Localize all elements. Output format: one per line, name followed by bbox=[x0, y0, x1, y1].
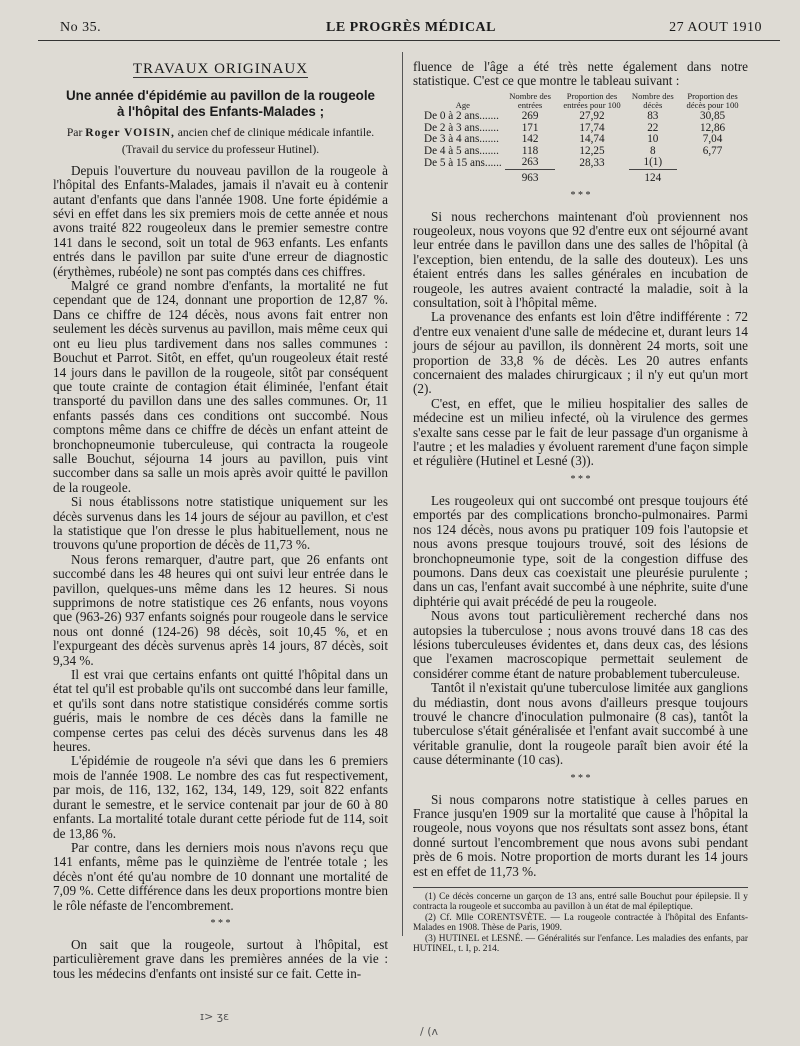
issue-number: No 35. bbox=[60, 20, 102, 35]
issue-date: 27 AOUT 1910 bbox=[669, 20, 762, 35]
table-cell: 10 bbox=[647, 133, 659, 146]
table-cell: 14,74 bbox=[579, 133, 605, 146]
paragraph: Si nous recherchons maintenant d'où proviennent nos rougeoleux, nous voyons que 92 d'entre eux ont séjourné avant leur entrée dans le pavillon dans une des salles de l'hôpital (à l'exception, bien entendu, de la salle des douteux). Les uns étaient entrés dans les salles générales en incubation de rougeole, les autres avaient contracté la maladie, soit à la consultation, soit à l'hôpital même. bbox=[413, 208, 748, 310]
paragraph: Malgré ce grand nombre d'enfants, la mortalité ne fut cependant que de 124, donnant une proportion de 12,87 %. Dans ce chiffre de 124 décès, nous avons fait entrer non seulement les décès survenus au pavillon, mais même ceux qui ont eu lieu plus tardivement dans nos salles communes : Bouchut et Parrot. Sitôt, en effet, qu'un rougeoleux était resté 14 jours dans le pavillon de la rougeole, sitôt par conséquent que toute crainte de contagion était éliminée, l'enfant était transporté du pavillon dans une des salles communes. Or, 11 enfants passés dans ces conditions ont succombé. Nous comptons même dans ce chiffre de décès un enfant atteint de bronchopneumonie tuberculeuse, qui contracta la rougeole salle Bouchut, séjourna 14 jours au pavillon, puis vint succomber dans sa salle un mois après avoir quitté le pavillon de la rougeole. bbox=[53, 278, 388, 495]
paragraph: Par contre, dans les derniers mois nous n'avons reçu que 141 enfants, même pas le quinzième de l'entrée totale ; les décès n'ont été qu'au nombre de 10 donnant une mortalité de 7,09 %. Cette différence dans les deux proportions montre bien le rôle néfaste de l'encombrement. bbox=[53, 839, 388, 913]
table-row bbox=[421, 157, 748, 169]
table-cell: 8 bbox=[650, 144, 656, 157]
table-cell: 12,86 bbox=[699, 121, 726, 134]
paragraph: On sait que la rougeole, surtout à l'hôpital, est particulièrement grave dans les premières années de la vie : tous les médecins d'enfants ont insisté sur ce fait. Cette in- bbox=[53, 936, 388, 981]
margin-scribble: / (ʌ bbox=[420, 1025, 439, 1038]
paragraph: Si nous comparons notre statistique à celles parues en France jusqu'en 1909 sur la mortalité que cause à l'hôpital la rougeole, nous voyons que nos résultats sont assez bons, étant donné surtout l'encombrement que nous avons subi pendant près de 6 mois. Notre proportion de morts durant les 14 jours est en effet de 11,73 %. bbox=[413, 791, 748, 879]
paragraph: fluence de l'âge a été très nette également dans notre statistique. C'est ce que montre le tableau suivant : bbox=[413, 59, 748, 89]
table-cell: De 2 à 3 ans....... bbox=[424, 121, 499, 134]
column-header: Proportion des décès pour 100 bbox=[686, 90, 739, 111]
table-cell: 263 bbox=[521, 156, 539, 169]
table-cell: 171 bbox=[521, 121, 539, 134]
article-title: Une année d'épidémie au pavillon de la rougeole à l'hôpital des Enfants-Malades ; bbox=[65, 88, 375, 120]
table-cell: 12,25 bbox=[579, 144, 605, 157]
paragraph: Nous avons tout particulièrement recherché dans nos autopsies la tuberculose ; nous avons trouvé dans 18 cas des lésions tuberculeuses évidentes et, dans deux cas, des lésions que l'examen macroscopique permettait seulement de considérer comme étant de nature probablement tuberculeuse. bbox=[413, 608, 748, 681]
table-cell: 142 bbox=[521, 133, 539, 146]
section-title: TRAVAUX ORIGINAUX bbox=[132, 61, 309, 77]
paragraph: Nous ferons remarquer, d'autre part, que 26 enfants ont succombé dans les 48 heures qui ont suivi leur entrée dans le pavillon, quelques-uns même dans les 12 heures. Si nous supprimons de notre statistique ces 26 enfants, nous voyons que (963-26) 937 enfants soignés pour rougeole dans le service nous ont donné (124-26) 98 décès, soit 10,45 %, et en l'expurgeant des décès survenus après 14 jours, 87 décès, soit 9,34 %. bbox=[53, 551, 388, 668]
table-cell: 22 bbox=[647, 121, 659, 134]
author-name: Roger VOISIN, bbox=[85, 126, 175, 140]
table-cell: De 5 à 15 ans...... bbox=[424, 156, 502, 169]
table-row bbox=[421, 146, 748, 158]
table-cell: 118 bbox=[521, 144, 539, 157]
header-rule bbox=[38, 40, 780, 41]
table-cell: 1(1) bbox=[643, 156, 663, 169]
section-stars: * * * bbox=[570, 772, 591, 784]
paragraph: Il est vrai que certains enfants ont quitté l'hôpital dans un état tel qu'il est probable qu'ils ont succombé dans leur famille, et qu'ils sont dans notre statistique considérés comme sortis guéris, mais le nombre de ces décès dans la famille ne compense certes pas celui des décès survenus dans les 48 heures. bbox=[53, 667, 388, 755]
column-header: Nombre des décès bbox=[631, 90, 674, 111]
age-table bbox=[421, 92, 748, 185]
table-cell: 27,92 bbox=[579, 110, 605, 122]
column-header: Nombre des entrées bbox=[509, 90, 551, 111]
table-cell: 7,04 bbox=[702, 133, 723, 146]
paragraph: Depuis l'ouverture du nouveau pavillon de la rougeole à l'hôpital des Enfants-Malades, jamais il n'avait eu à contenir autant d'enfants que dans l'année 1908. Une forte épidémie a sévi en effet dans les six premiers mois de cette année et nous avons traité 822 rougeoleux dans le premier semestre contre 141 dans le second, soit un total de 963 enfants. Les enfants entrés dans le pavillon par suite d'une erreur de diagnostic (érythèmes, rubéole) ne sont pas comptés dans ces chiffres. bbox=[53, 162, 388, 279]
table-cell: 17,74 bbox=[579, 121, 605, 134]
page-header bbox=[60, 18, 762, 40]
table-cell: 28,33 bbox=[579, 156, 605, 169]
table-row bbox=[421, 111, 748, 123]
section-stars: * * * bbox=[570, 473, 591, 485]
section-stars: * * * bbox=[570, 189, 591, 201]
journal-title: LE PROGRÈS MÉDICAL bbox=[325, 20, 497, 35]
table-cell: 6,77 bbox=[702, 144, 723, 157]
margin-scribble: ɪ> ʒɛ bbox=[200, 1010, 230, 1023]
column-header: Age bbox=[455, 100, 470, 111]
section-stars: * * * bbox=[210, 917, 231, 929]
total-deaths: 124 bbox=[629, 169, 678, 184]
column-divider bbox=[402, 52, 403, 936]
table-cell: 269 bbox=[521, 110, 539, 122]
paragraph: La provenance des enfants est loin d'être indifférente : 72 d'entre eux venaient d'une salle de médecine et, durant leurs 14 jours de séjour au pavillon, ils donnèrent 24 morts, soit une proportion de 33,8 % de décès. Les 20 autres enfants concernaient des malades chirurgicaux ; il n'y eut qu'un mort (2). bbox=[413, 309, 748, 397]
table-total-row bbox=[421, 169, 748, 184]
paragraph: Les rougeoleux qui ont succombé ont presque toujours été emportés par des complications broncho-pulmonaires. Parmi nos 124 décès, nous avons pu pratiquer 109 fois l'autopsie et nous avons presque toujours trouvé, soit des lésions de bronchopneumonie type, soit de la congestion diffuse des poumons. Dans deux cas coexistait une pleurésie purulente ; dans un cas, l'enfant avait succombé à une néphrite, suite d'une diphtérie qui avait précédé de peu la rougeole. bbox=[413, 492, 748, 609]
table-cell bbox=[677, 157, 748, 169]
paragraph: Tantôt il n'existait qu'une tuberculose limitée aux ganglions du médiastin, dont nous avons d'ailleurs presque toujours trouvé le chancre d'inoculation pulmonaire (8 cas), tantôt la tuberculose s'était généralisée et l'enfant avait succombé à une véritable granulie, dont la rougeole paraît bien avoir été la cause déterminante (10 cas). bbox=[413, 680, 748, 768]
table-cell: De 3 à 4 ans....... bbox=[424, 133, 499, 146]
table-cell: 83 bbox=[647, 110, 659, 122]
table-cell: 30,85 bbox=[699, 110, 726, 122]
right-column bbox=[413, 60, 748, 954]
total-entries: 963 bbox=[505, 169, 556, 184]
left-column bbox=[53, 62, 388, 981]
footnote: (3) HUTINEL et LESNÉ. — Généralités sur l'enfance. Les maladies des enfants, par HUTINEL, t. I, p. 214. bbox=[413, 933, 748, 955]
footnotes bbox=[413, 887, 748, 954]
footnote: (1) Ce décès concerne un garçon de 13 ans, entré salle Bouchut pour épilepsie. Il y contracta la rougeole et succomba au pavillon à un état de mal épileptique. bbox=[413, 892, 748, 913]
byline: Par Roger VOISIN, ancien chef de clinique médicale infantile. bbox=[66, 126, 375, 140]
service-note: (Travail du service du professeur Hutinel). bbox=[121, 143, 320, 157]
paragraph: C'est, en effet, que le milieu hospitalier des salles de médecine est un milieu infecté, où la virulence des germes s'exalte sans cesse par le fait de leur passage d'un organisme à l'autre ; et les maladies y évoluent rarement d'une façon simple et régulière (Hutinel et Lesné (3)). bbox=[413, 395, 748, 469]
paragraph: Si nous établissons notre statistique uniquement sur les décès survenus dans les 14 jours de séjour au pavillon, et c'est la statistique que l'on dresse le plus habituellement, nous ne trouvons qu'une proportion de décès de 11,73 %. bbox=[53, 494, 388, 553]
table-cell: De 0 à 2 ans....... bbox=[424, 110, 499, 122]
paragraph: L'épidémie de rougeole n'a sévi que dans les 6 premiers mois de l'année 1908. Le nombre des cas fut respectivement, par mois, de 116, 132, 162, 134, 149, 129, soit 822 enfants durant le semestre, et le service contenait par jour de 60 à 80 enfants. La mortalité totale durant cette période fut de 114, soit de 13,86 %. bbox=[53, 753, 388, 841]
column-header: Proportion des entrées pour 100 bbox=[563, 90, 621, 111]
table-header-row bbox=[421, 92, 748, 111]
footnote: (2) Cf. Mlle CORENTSVÈTE. — La rougeole contractée à l'hôpital des Enfants-Malades en 1908. Thèse de Paris, 1909. bbox=[413, 912, 748, 934]
table-cell: De 4 à 5 ans....... bbox=[424, 144, 499, 157]
